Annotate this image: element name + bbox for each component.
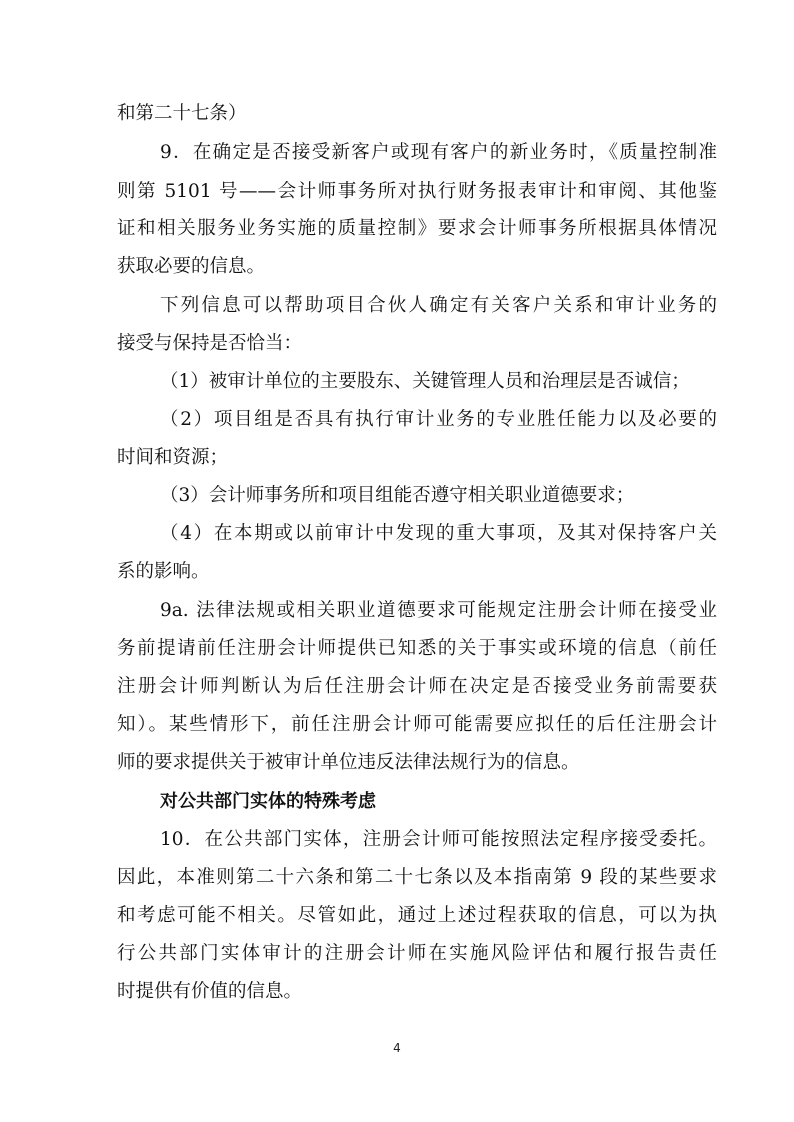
text-line: 和第二十七条） [117,103,247,124]
list-item-4-cont: 系的影响。 [117,561,210,582]
list-item-4: （4）在本期或以前审计中发现的重大事项，及其对保持客户关 [160,523,717,544]
section-heading: 对公共部门实体的特殊考虑 [160,791,376,812]
paragraph-10-line: 时提供有价值的信息。 [117,981,303,1002]
paragraph-9-line: 获取必要的信息。 [117,256,266,277]
list-item-3: （3）会计师事务所和项目组能否遵守相关职业道德要求； [160,485,635,506]
paragraph-9a-line: 务前提请前任注册会计师提供已知悉的关于事实或环境的信息（前任 [117,638,717,659]
page-number: 4 [393,1041,401,1055]
paragraph-9a-line: 知）。某些情形下，前任注册会计师可能需要应拟任的后任注册会计 [117,714,717,735]
info-intro-line: 接受与保持是否恰当： [117,333,303,354]
list-item-1: （1）被审计单位的主要股东、关键管理人员和治理层是否诚信； [160,371,690,392]
paragraph-9-line: 证和相关服务业务实施的质量控制》要求会计师事务所根据具体情况 [117,218,717,239]
paragraph-9a-line: 9a. 法律法规或相关职业道德要求可能规定注册会计师在接受业 [160,600,717,621]
paragraph-10-line: 和考虑可能不相关。尽管如此，通过上述过程获取的信息，可以为执 [117,905,717,926]
paragraph-9-line: 则第 5101 号——会计师事务所对执行财务报表审计和审阅、其他鉴 [117,181,717,202]
paragraph-10-line: 10．在公共部门实体，注册会计师可能按照法定程序接受委托。 [160,829,717,850]
list-item-2-cont: 时间和资源； [117,447,229,468]
list-item-2: （2）项目组是否具有执行审计业务的专业胜任能力以及必要的 [160,409,717,430]
paragraph-9a-line: 师的要求提供关于被审计单位违反法律法规行为的信息。 [117,752,580,773]
paragraph-10-line: 行公共部门实体审计的注册会计师在实施风险评估和履行报告责任 [117,943,717,964]
paragraph-9-line: 9．在确定是否接受新客户或现有客户的新业务时，《质量控制准 [160,142,717,163]
paragraph-10-line: 因此，本准则第二十六条和第二十七条以及本指南第 9 段的某些要求 [117,867,717,888]
paragraph-9a-line: 注册会计师判断认为后任注册会计师在决定是否接受业务前需要获 [117,676,717,697]
info-intro-line: 下列信息可以帮助项目合伙人确定有关客户关系和审计业务的 [160,295,717,316]
